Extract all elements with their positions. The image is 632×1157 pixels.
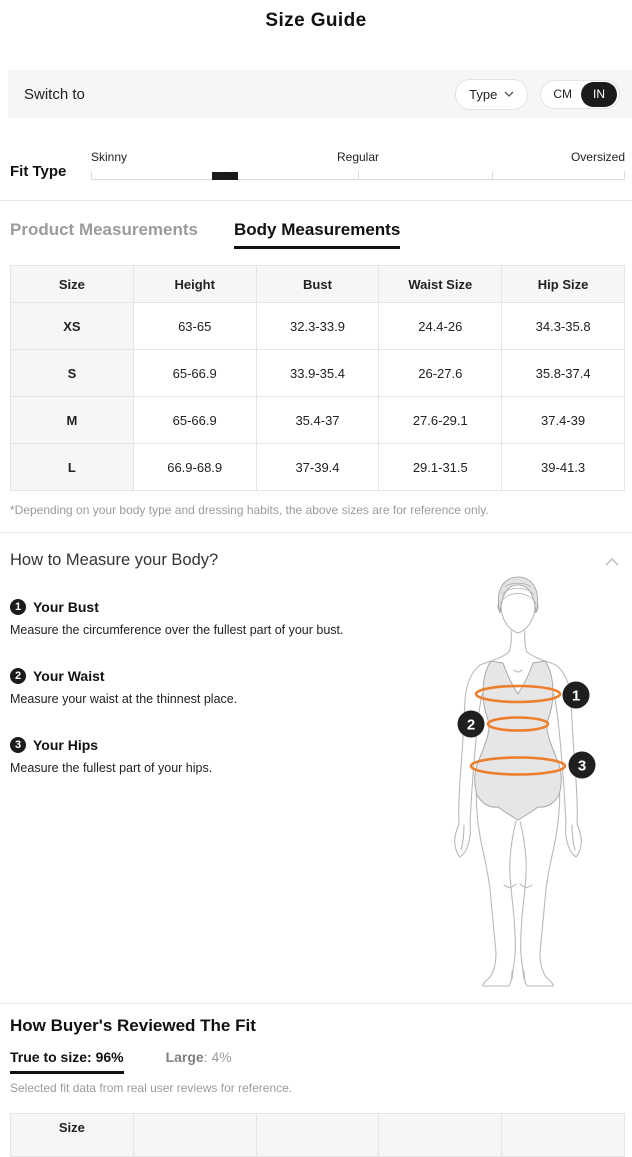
measurement-tabs [10,220,400,249]
slider-label-regular: Regular [336,150,380,164]
table-cell: 37-39.4 [256,444,379,491]
fit-type-label: Fit Type [10,163,67,180]
table-cell: 65-66.9 [133,397,256,444]
collapse-section-button[interactable] [602,552,622,572]
measure-instruction [10,666,362,709]
svg-text:1: 1 [571,687,581,705]
chevron-up-icon [605,558,619,566]
svg-text:2: 2 [466,716,476,734]
instruction-title: Your Waist [33,667,105,684]
instruction-badge: 1 [10,599,26,615]
chevron-down-icon [504,91,514,97]
slider-tick [624,171,625,180]
table-cell: S [11,350,134,397]
tab-body-measurements[interactable]: Body Measurements [234,220,400,249]
table-cell: 35.4-37 [256,397,379,444]
table-row [11,397,625,444]
slider-label-skinny: Skinny [91,150,128,164]
switch-bar [8,70,632,118]
fit-stats [10,1049,232,1074]
unit-toggle[interactable] [540,80,620,109]
instruction-desc: Measure the circumference over the fullest part of your bust. [10,623,344,637]
instruction-title: Your Hips [33,736,99,753]
instruction-desc: Measure the fullest part of your hips. [10,760,213,775]
table-header-cell: Size [11,266,134,303]
unit-in-option[interactable]: IN [581,82,617,107]
table-cell: 33.9-35.4 [256,350,379,397]
review-note: Selected fit data from real user reviews for reference. [10,1081,293,1095]
size-table [10,265,625,491]
instruction-badge: 3 [10,737,26,753]
table-cell: 27.6-29.1 [379,397,502,444]
table-cell: M [11,397,134,444]
divider [0,200,632,201]
unit-cm-option[interactable]: CM [553,87,572,101]
table-cell: 24.4-26 [379,303,502,350]
fit-stat-true-to-size[interactable]: True to size: 96% [10,1049,124,1074]
type-dropdown-button[interactable] [455,79,528,110]
size-disclaimer: *Depending on your body type and dressing habits, the above sizes are for reference only. [10,503,489,517]
table-row [11,303,625,350]
table-cell: 37.4-39 [502,397,625,444]
body-figure-illustration [420,573,632,995]
page-title: Size Guide [265,10,367,31]
table-header-cell: Bust [256,266,379,303]
table-row [11,350,625,397]
divider [0,1003,632,1004]
table-cell: 29.1-31.5 [379,444,502,491]
table-cell: XS [11,303,134,350]
slider-tick [358,171,359,180]
switch-to-label: Switch to [24,85,85,103]
type-dropdown-label: Type [469,86,498,102]
table-header-cell: Height [133,266,256,303]
instruction-desc: Measure your waist at the thinnest place. [10,691,238,706]
review-section-title: How Buyer's Reviewed The Fit [10,1016,256,1035]
fit-type-slider [91,150,625,180]
table-cell: 63-65 [133,303,256,350]
svg-text:3: 3 [577,757,587,775]
slider-tick [91,171,92,180]
instruction-title: Your Bust [33,599,99,615]
measure-instruction [10,735,362,778]
table-cell: 65-66.9 [133,350,256,397]
measure-instructions [10,597,362,803]
table-header-cell: Size [11,1114,134,1157]
table-cell: 32.3-33.9 [256,303,379,350]
table-cell: 34.3-35.8 [502,303,625,350]
table-header-cell: Hip Size [502,266,625,303]
measure-instruction [10,597,362,640]
table-cell: L [11,444,134,491]
fit-stat-large[interactable]: Large: 4% [165,1049,232,1065]
slider-handle[interactable] [212,172,238,180]
measure-section-title: How to Measure your Body? [10,551,219,569]
table-cell: 66.9-68.9 [133,444,256,491]
partial-size-table [10,1113,625,1157]
divider [0,532,632,533]
slider-track [91,169,625,180]
table-header-cell: Waist Size [379,266,502,303]
table-cell: 35.8-37.4 [502,350,625,397]
slider-tick [492,171,493,180]
instruction-badge: 2 [10,668,26,684]
slider-label-oversized: Oversized [570,150,625,164]
table-cell: 39-41.3 [502,444,625,491]
tab-product-measurements[interactable]: Product Measurements [10,220,198,239]
table-cell: 26-27.6 [379,350,502,397]
table-row [11,444,625,491]
